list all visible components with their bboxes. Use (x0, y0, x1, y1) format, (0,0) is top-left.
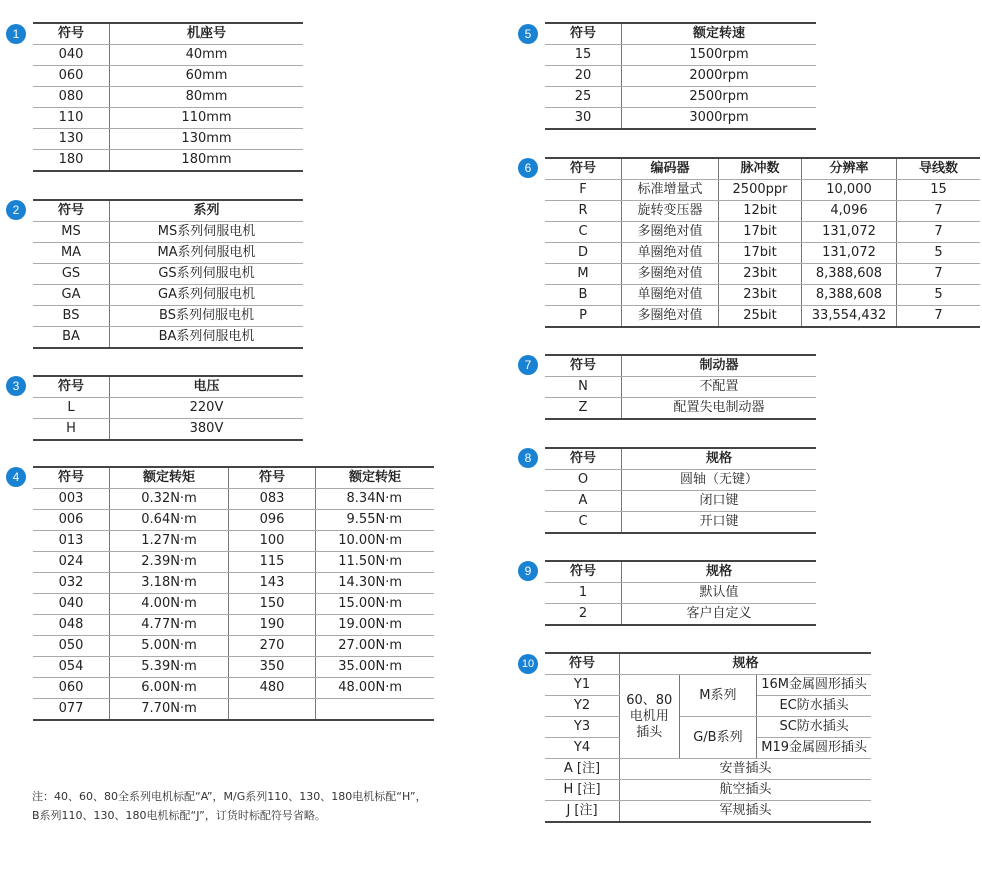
table-cell: 077 (33, 699, 110, 721)
table-cell: 单圈绝对值 (622, 243, 719, 264)
table-cell: 8.34N·m (316, 489, 435, 510)
header-cell: 制动器 (622, 355, 817, 377)
table-cell: BA (33, 327, 110, 349)
table-cell: 10,000 (802, 180, 897, 201)
table-cell: 2.39N·m (110, 552, 229, 573)
table-cell: 048 (33, 615, 110, 636)
table-row (33, 615, 434, 636)
table-cell: 5 (897, 285, 981, 306)
table-cell: 不配置 (622, 377, 817, 398)
table-cell: 013 (33, 531, 110, 552)
table-row (33, 243, 303, 264)
table-cell: H (33, 419, 110, 441)
table-row (33, 594, 434, 615)
table-cell: 开口键 (622, 512, 817, 534)
table-row (33, 657, 434, 678)
header-cell: 分辨率 (802, 158, 897, 180)
table-cell: 080 (33, 87, 110, 108)
custom-spec-table (545, 560, 816, 626)
table-row (545, 583, 816, 604)
table-cell: 180 (33, 150, 110, 172)
table-cell: P (545, 306, 622, 328)
header-cell: 编码器 (622, 158, 719, 180)
table-cell: EC防水插头 (757, 696, 871, 717)
table-cell: F (545, 180, 622, 201)
table-cell: J [注] (545, 801, 620, 823)
table-cell: 旋转变压器 (622, 201, 719, 222)
table-cell: 标准增量式 (622, 180, 719, 201)
table-cell: 3.18N·m (110, 573, 229, 594)
connector-table (545, 652, 871, 823)
frame-size-table (33, 22, 303, 172)
table-cell: 14.30N·m (316, 573, 435, 594)
table-cell: 11.50N·m (316, 552, 435, 573)
table-cell: 4,096 (802, 201, 897, 222)
table-cell (229, 699, 316, 721)
table-row (33, 510, 434, 531)
table-cell: 220V (110, 398, 304, 419)
table-row (545, 675, 871, 696)
table-cell: GS系列伺服电机 (110, 264, 304, 285)
table-cell: 006 (33, 510, 110, 531)
header-cell: 符号 (229, 467, 316, 489)
table-cell: MS (33, 222, 110, 243)
section-badge-7: 7 (518, 355, 538, 375)
table-cell: 闭口键 (622, 491, 817, 512)
header-cell: 额定转矩 (316, 467, 435, 489)
table-cell: 150 (229, 594, 316, 615)
header-cell: 系列 (110, 200, 304, 222)
table-cell: 8,388,608 (802, 264, 897, 285)
header-cell: 导线数 (897, 158, 981, 180)
table-cell: 040 (33, 45, 110, 66)
table-cell: 多圈绝对值 (622, 264, 719, 285)
table-cell: SC防水插头 (757, 717, 871, 738)
table-row (33, 573, 434, 594)
table-row (545, 306, 980, 328)
header-cell: 符号 (33, 467, 110, 489)
table-cell: 380V (110, 419, 304, 441)
table-cell: 圆轴（无键） (622, 470, 817, 491)
table-cell (316, 699, 435, 721)
table-cell: 航空插头 (620, 780, 872, 801)
table-cell: 060 (33, 678, 110, 699)
table-row (33, 129, 303, 150)
table-cell: 2500rpm (622, 87, 817, 108)
table-cell: 20 (545, 66, 622, 87)
table-cell: 180mm (110, 150, 304, 172)
table-cell: 25bit (719, 306, 802, 328)
header-cell: 符号 (33, 376, 110, 398)
table-cell: 270 (229, 636, 316, 657)
section-badge-9: 9 (518, 561, 538, 581)
table-cell: 4.00N·m (110, 594, 229, 615)
table-cell: R (545, 201, 622, 222)
table-cell: 1500rpm (622, 45, 817, 66)
table-row (33, 678, 434, 699)
header-cell: 电压 (110, 376, 304, 398)
section-badge-8: 8 (518, 448, 538, 468)
table-row (545, 512, 816, 534)
table-cell: B (545, 285, 622, 306)
table-row (545, 45, 816, 66)
table-cell: 48.00N·m (316, 678, 435, 699)
table-row (545, 759, 871, 780)
table-cell: 27.00N·m (316, 636, 435, 657)
table-cell: 024 (33, 552, 110, 573)
table-cell: 083 (229, 489, 316, 510)
table-cell: Z (545, 398, 622, 420)
series-table (33, 199, 303, 349)
header-cell: 额定转矩 (110, 467, 229, 489)
table-cell: 15 (897, 180, 981, 201)
section-badge-4: 4 (6, 467, 26, 487)
table-cell: 7.70N·m (110, 699, 229, 721)
header-cell: 规格 (620, 653, 872, 675)
table-row (545, 264, 980, 285)
table-row (33, 419, 303, 441)
footnote (32, 787, 427, 825)
table-cell: 3000rpm (622, 108, 817, 130)
table-cell: N (545, 377, 622, 398)
table-cell: 110mm (110, 108, 304, 129)
table-cell: C (545, 512, 622, 534)
table-cell: GA (33, 285, 110, 306)
table-cell: MA (33, 243, 110, 264)
table-row (33, 398, 303, 419)
table-cell: GS (33, 264, 110, 285)
table-cell: 2 (545, 604, 622, 626)
table-cell: 7 (897, 264, 981, 285)
table-cell: 4.77N·m (110, 615, 229, 636)
table-cell: L (33, 398, 110, 419)
table-row (545, 180, 980, 201)
table-cell: 5.39N·m (110, 657, 229, 678)
header-cell: 符号 (33, 200, 110, 222)
connector-group-cell: 60、80电机用插头 (620, 675, 680, 759)
table-cell: 6.00N·m (110, 678, 229, 699)
table-cell: 60mm (110, 66, 304, 87)
table-row (545, 717, 871, 738)
header-cell: 额定转速 (622, 23, 817, 45)
header-cell: 符号 (545, 355, 622, 377)
table-cell: 100 (229, 531, 316, 552)
table-cell: 33,554,432 (802, 306, 897, 328)
table-row (545, 66, 816, 87)
table-cell: 25 (545, 87, 622, 108)
table-cell: 16M金属圆形插头 (757, 675, 871, 696)
table-cell: 050 (33, 636, 110, 657)
header-cell: 脉冲数 (719, 158, 802, 180)
table-cell: 480 (229, 678, 316, 699)
table-row (545, 398, 816, 420)
table-cell: 190 (229, 615, 316, 636)
table-cell: 8,388,608 (802, 285, 897, 306)
header-cell: 规格 (622, 561, 817, 583)
section-badge-10: 10 (518, 654, 538, 674)
table-row (33, 66, 303, 87)
table-cell: BA系列伺服电机 (110, 327, 304, 349)
footnote-line: 注：40、60、80全系列电机标配“A”，M/G系列110、130、180电机标配“H”， (32, 790, 427, 803)
table-cell: A [注] (545, 759, 620, 780)
table-cell: 096 (229, 510, 316, 531)
encoder-table (545, 157, 980, 328)
table-row (545, 470, 816, 491)
header-cell: 规格 (622, 448, 817, 470)
table-row (545, 604, 816, 626)
table-cell: Y1 (545, 675, 620, 696)
table-cell: BS (33, 306, 110, 327)
footnote-line: B系列110、130、180电机标配“J”，订货时标配符号省略。 (32, 809, 326, 822)
table-row (545, 491, 816, 512)
table-cell: 5 (897, 243, 981, 264)
table-cell: 130 (33, 129, 110, 150)
table-row (545, 801, 871, 823)
table-cell: 23bit (719, 285, 802, 306)
table-cell: 032 (33, 573, 110, 594)
header-cell: 符号 (545, 448, 622, 470)
table-cell: 17bit (719, 222, 802, 243)
table-row (33, 489, 434, 510)
table-cell: 1.27N·m (110, 531, 229, 552)
table-cell: 7 (897, 201, 981, 222)
table-cell: O (545, 470, 622, 491)
table-cell: 配置失电制动器 (622, 398, 817, 420)
table-cell: M19金属圆形插头 (757, 738, 871, 759)
m-series-cell: M系列 (679, 675, 757, 717)
table-cell: 2500ppr (719, 180, 802, 201)
brake-table (545, 354, 816, 420)
table-cell: 110 (33, 108, 110, 129)
table-cell: 7 (897, 222, 981, 243)
voltage-table (33, 375, 303, 441)
table-cell: MA系列伺服电机 (110, 243, 304, 264)
table-row (545, 377, 816, 398)
table-cell: 17bit (719, 243, 802, 264)
table-cell: 2000rpm (622, 66, 817, 87)
table-cell: BS系列伺服电机 (110, 306, 304, 327)
rated-torque-table (33, 466, 434, 721)
table-row (545, 87, 816, 108)
table-cell: 5.00N·m (110, 636, 229, 657)
header-cell: 符号 (545, 653, 620, 675)
table-row (33, 699, 434, 721)
rated-speed-table (545, 22, 816, 130)
section-badge-5: 5 (518, 24, 538, 44)
table-cell: 15.00N·m (316, 594, 435, 615)
table-row (33, 150, 303, 172)
table-row (33, 45, 303, 66)
table-cell: 默认值 (622, 583, 817, 604)
table-cell: D (545, 243, 622, 264)
table-cell: Y2 (545, 696, 620, 717)
table-row (33, 108, 303, 129)
header-cell: 符号 (33, 23, 110, 45)
header-cell: 符号 (545, 561, 622, 583)
table-row (545, 243, 980, 264)
section-badge-6: 6 (518, 158, 538, 178)
table-row (33, 531, 434, 552)
table-row (545, 108, 816, 130)
shaft-spec-table (545, 447, 816, 534)
table-cell: 23bit (719, 264, 802, 285)
table-cell: Y3 (545, 717, 620, 738)
table-cell: 12bit (719, 201, 802, 222)
table-cell: 19.00N·m (316, 615, 435, 636)
table-cell: 131,072 (802, 243, 897, 264)
table-row (545, 222, 980, 243)
table-cell: 单圈绝对值 (622, 285, 719, 306)
table-cell: 143 (229, 573, 316, 594)
table-cell: 40mm (110, 45, 304, 66)
table-cell: 130mm (110, 129, 304, 150)
table-cell: 9.55N·m (316, 510, 435, 531)
table-cell: 040 (33, 594, 110, 615)
table-row (33, 306, 303, 327)
table-cell: 7 (897, 306, 981, 328)
table-cell: 30 (545, 108, 622, 130)
gb-series-cell: G/B系列 (679, 717, 757, 759)
table-cell: 350 (229, 657, 316, 678)
table-row (33, 264, 303, 285)
table-cell: A (545, 491, 622, 512)
table-cell: C (545, 222, 622, 243)
table-row (545, 780, 871, 801)
table-row (33, 222, 303, 243)
table-cell: 多圈绝对值 (622, 222, 719, 243)
table-row (33, 636, 434, 657)
table-cell: 多圈绝对值 (622, 306, 719, 328)
table-cell: 10.00N·m (316, 531, 435, 552)
table-row (33, 87, 303, 108)
table-row (33, 552, 434, 573)
table-row (545, 201, 980, 222)
table-cell: GA系列伺服电机 (110, 285, 304, 306)
table-row (33, 285, 303, 306)
table-cell: 1 (545, 583, 622, 604)
table-cell: 0.32N·m (110, 489, 229, 510)
header-cell: 符号 (545, 158, 622, 180)
section-badge-2: 2 (6, 200, 26, 220)
table-row (33, 327, 303, 349)
table-cell: 军规插头 (620, 801, 872, 823)
table-cell: 35.00N·m (316, 657, 435, 678)
table-cell: 115 (229, 552, 316, 573)
table-cell: 060 (33, 66, 110, 87)
table-cell: H [注] (545, 780, 620, 801)
table-cell: 安普插头 (620, 759, 872, 780)
table-cell: 054 (33, 657, 110, 678)
section-badge-1: 1 (6, 24, 26, 44)
table-cell: 80mm (110, 87, 304, 108)
table-cell: 15 (545, 45, 622, 66)
table-cell: MS系列伺服电机 (110, 222, 304, 243)
table-cell: 0.64N·m (110, 510, 229, 531)
table-cell: 客户自定义 (622, 604, 817, 626)
table-cell: M (545, 264, 622, 285)
table-row (545, 285, 980, 306)
header-cell: 机座号 (110, 23, 304, 45)
table-cell: 003 (33, 489, 110, 510)
section-badge-3: 3 (6, 376, 26, 396)
header-cell: 符号 (545, 23, 622, 45)
table-cell: Y4 (545, 738, 620, 759)
table-cell: 131,072 (802, 222, 897, 243)
